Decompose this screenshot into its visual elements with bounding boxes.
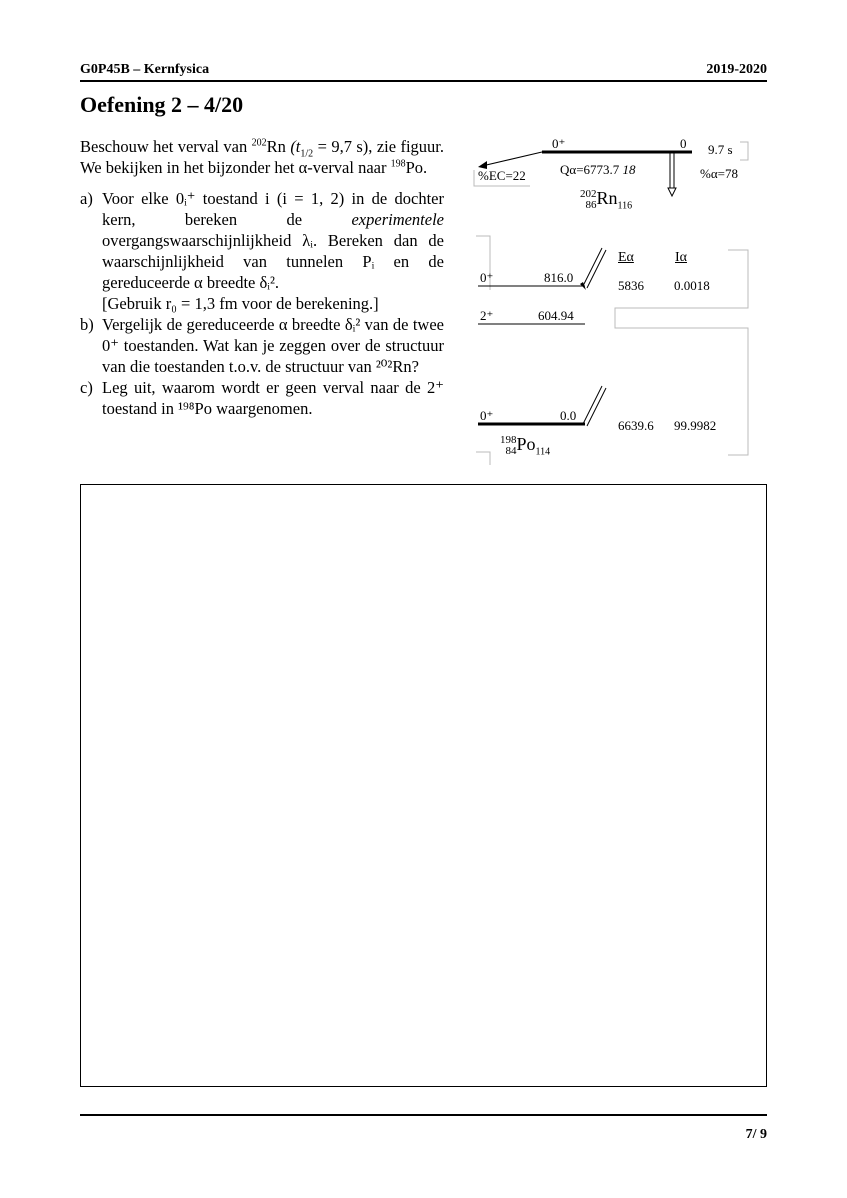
alpha-energy: 6639.6: [618, 418, 654, 433]
parent-energy: 0: [680, 136, 687, 151]
parent-nuclide: 202 $86Rn_{116}$: [580, 187, 633, 212]
alpha-intensity: 0.0018: [674, 278, 710, 293]
halflife: 9.7 s: [708, 142, 733, 157]
decay-scheme-figure: [470, 130, 770, 470]
exercise-title: Oefening 2 – 4/20: [80, 92, 244, 117]
q-alpha: Qα=6773.7 18: [560, 162, 636, 177]
question-b: b) Vergelijk de gereduceerde α breedte δᵢ² van de twee 0⁺ toestanden. Wat kan je zeggen over de structuur van die toestanden t.o.v. de structuur van ²⁰²Rn?: [80, 315, 444, 376]
problem-text: [80, 136, 444, 419]
alpha-energy: 5836: [618, 278, 644, 293]
level-energy: 816.0: [544, 270, 574, 285]
level-spin: 0⁺: [480, 270, 494, 285]
intro-paragraph: Beschouw het verval van $^{202}$Rn ($t_{1/2} = 9,7$ s), zie figuur. We bekijken in het bijzonder het α-verval naar $^{198}$Po.: [80, 137, 445, 177]
header-rule: [80, 80, 767, 82]
col-header-E: Eα: [618, 250, 634, 265]
ec-branch: %EC=22: [478, 168, 526, 183]
alpha-intensity: 99.9982: [674, 418, 717, 433]
alpha-branch: %α=78: [700, 166, 738, 181]
daughter-nuclide: 198 $84Po_{114}$: [500, 433, 551, 458]
header-course: G0P45B – Kernfysica: [80, 62, 210, 77]
question-c: c) Leg uit, waarom wordt er geen verval naar de 2⁺ toestand in ¹⁹⁸Po waargenomen.: [80, 378, 444, 418]
answer-box[interactable]: [80, 484, 767, 1087]
page-number: 7/ 9: [745, 1127, 767, 1142]
level-energy: 604.94: [538, 308, 574, 323]
question-a: a) Voor elke 0ᵢ⁺ toestand i (i = 1, 2) in de dochter kern, bereken de experimentele overgangswaarschijnlijkheid λᵢ. Bereken dan de waarschijnlijkheid van tunnelen Pᵢ en de gereduceerde α breedte δᵢ². [Gebruik r₀ = 1,3 fm voor de berekening.]: [80, 189, 444, 313]
level-energy: 0.0: [560, 408, 577, 423]
col-header-I: Iα: [675, 250, 687, 265]
parent-spin: 0⁺: [552, 136, 566, 151]
level-spin: 0⁺: [480, 408, 494, 423]
footer-rule: [80, 1114, 767, 1116]
header-year: 2019-2020: [706, 62, 767, 77]
level-spin: 2⁺: [480, 308, 494, 323]
